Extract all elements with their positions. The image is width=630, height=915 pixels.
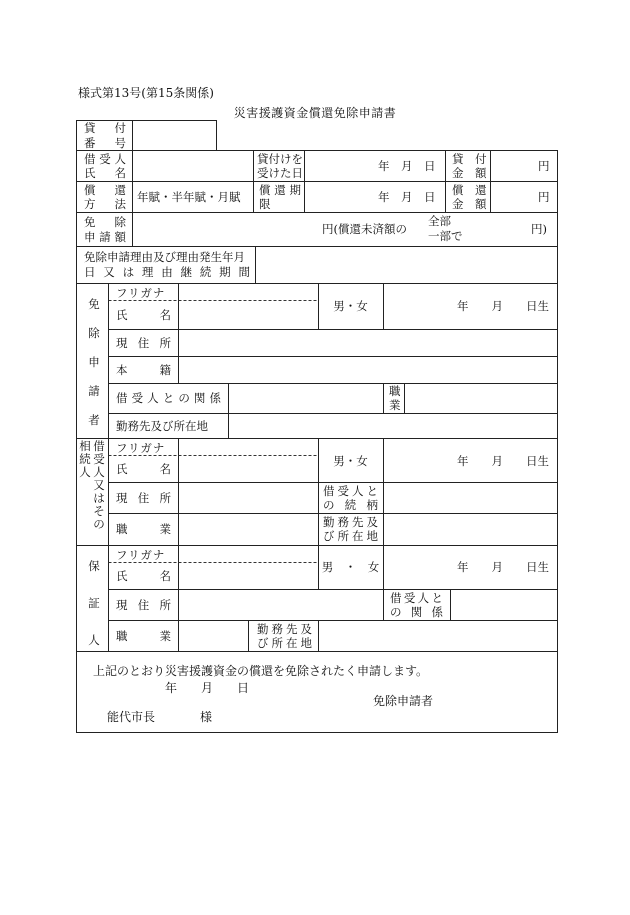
loan-date-label-2: 受けた日 — [257, 166, 303, 180]
heir-side-label-col1: 借 受 人 又 は そ の — [93, 439, 105, 531]
loan-date-label-1: 貸付けを — [257, 152, 303, 166]
exempt-amount-tail: 円) — [531, 222, 547, 236]
heir-relation-label-1: 借受人と — [323, 484, 378, 498]
heir-relation-label-2: の続柄 — [323, 498, 378, 512]
applicant-workplace-label: 勤務先及び所在地 — [116, 419, 208, 433]
heir-birth: 年 月 日生 — [457, 454, 549, 468]
guarantor-name-label: 氏 名 — [116, 569, 171, 583]
borrower-name-label-2: 氏 名 — [84, 166, 126, 180]
document-title: 災害援護資金償還免除申請書 — [233, 106, 397, 120]
heir-side-label-col2: 相 続 人 — [79, 439, 91, 479]
guarantor-workplace-label-1: 勤務先及 — [257, 622, 312, 636]
declaration-statement: 上記のとおり災害援護資金の償還を免除されたく申請します。 — [93, 664, 429, 678]
declaration-applicant: 免除申請者 — [373, 694, 434, 708]
declaration-date: 年 月 日 — [165, 681, 250, 695]
repay-amount-label-2: 金 額 — [452, 197, 487, 211]
applicant-birth: 年 月 日生 — [457, 299, 549, 313]
guarantor-relation-label-1: 借受人と — [390, 591, 443, 605]
exempt-amount-label-2: 申請額 — [84, 230, 126, 244]
loan-amount-yen: 円 — [538, 159, 550, 173]
heir-sex: 男・女 — [333, 454, 368, 468]
applicant-address-label: 現住所 — [116, 336, 171, 350]
guarantor-furigana-label: フリガナ — [116, 548, 166, 562]
repay-amount-yen: 円 — [538, 190, 550, 204]
repay-method-value: 年賦・半年賦・月賦 — [137, 190, 241, 204]
heir-workplace-label-2: び所在地 — [323, 529, 378, 543]
loan-date-value: 年 月 日 — [378, 159, 436, 173]
loan-number-label-2: 番 号 — [84, 136, 126, 150]
heir-workplace-label-1: 勤務先及 — [323, 515, 378, 529]
loan-amount-label-2: 金 額 — [452, 166, 487, 180]
applicant-job-label-1: 職 — [389, 384, 401, 398]
declaration-sama: 様 — [200, 710, 213, 724]
repay-method-label-1: 償 還 — [84, 183, 126, 197]
loan-number-label-1: 貸 付 — [84, 121, 126, 135]
applicant-sex: 男・女 — [333, 299, 368, 313]
loan-amount-label-1: 貸 付 — [452, 152, 487, 166]
applicant-job-label-2: 業 — [389, 398, 401, 412]
repay-amount-label-1: 償 還 — [452, 183, 487, 197]
exempt-all: 全部 — [428, 214, 451, 228]
applicant-name-label: 氏 名 — [116, 308, 171, 322]
exempt-amount-label-1: 免 除 — [84, 215, 126, 229]
applicant-side-label: 免 除 申 請 者 — [88, 297, 100, 427]
exempt-part: 一部で — [428, 229, 463, 243]
applicant-domicile-label: 本籍 — [116, 363, 171, 377]
heir-name-label: 氏 名 — [116, 462, 171, 476]
applicant-furigana-label: フリガナ — [116, 286, 166, 300]
declaration-addressee: 能代市長 — [107, 710, 156, 724]
repay-period-value: 年 月 日 — [378, 190, 436, 204]
guarantor-side-label: 保 証 人 — [88, 559, 100, 647]
repay-period-label-2: 限 — [259, 197, 271, 211]
guarantor-relation-label-2: の関係 — [390, 605, 443, 619]
borrower-name-label-1: 借受人 — [84, 152, 126, 166]
heir-job-label: 職業 — [116, 522, 171, 536]
repay-method-label-2: 方 法 — [84, 197, 126, 211]
exempt-amount-value: 円(償還未済額の — [322, 222, 407, 236]
guarantor-job-label: 職業 — [116, 629, 171, 643]
applicant-relation-label: 借受人との関係 — [116, 391, 221, 405]
reason-label-1: 免除申請理由及び理由発生年月 — [84, 250, 245, 264]
guarantor-workplace-label-2: び所在地 — [257, 636, 312, 650]
heir-address-label: 現住所 — [116, 491, 171, 505]
form-number: 様式第13号(第15条関係) — [78, 86, 214, 100]
guarantor-address-label: 現住所 — [116, 598, 171, 612]
guarantor-sex: 男 ・ 女 — [321, 560, 380, 574]
heir-furigana-label: フリガナ — [116, 441, 166, 455]
reason-label-2: 日又は理由継続期間 — [84, 265, 250, 279]
repay-period-label-1: 償還期 — [259, 183, 301, 197]
guarantor-birth: 年 月 日生 — [457, 560, 549, 574]
